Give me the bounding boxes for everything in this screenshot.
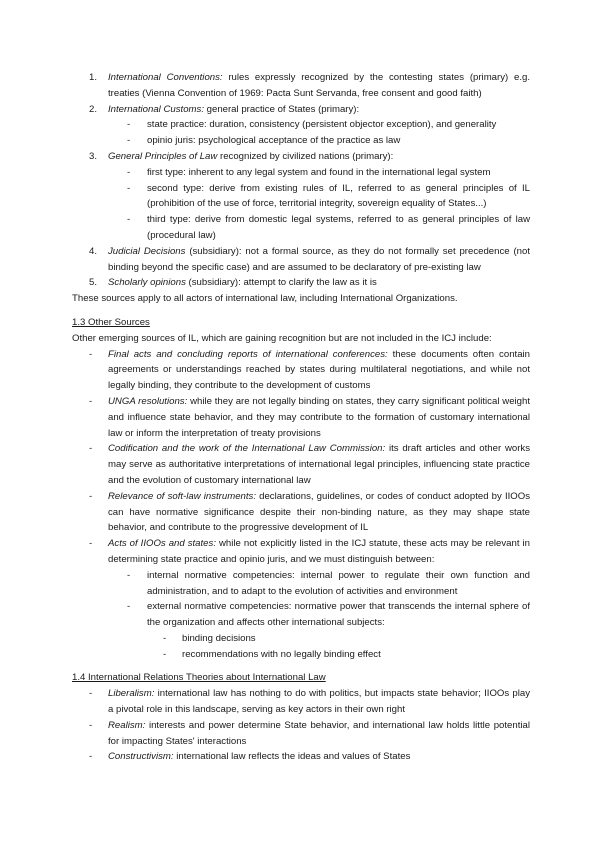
source-item-1: [72, 70, 530, 102]
dash-bullet: -: [89, 348, 93, 360]
dash-bullet: -: [127, 601, 131, 613]
spacer: [72, 307, 530, 315]
item-label: Relevance of soft-law instruments:: [108, 490, 257, 502]
sub-item-text: second type: derive from existing rules of IL, referred to as general principles of IL (prohibition of the use of force, territorial integrity, sovereign equality of States...): [147, 182, 530, 210]
item-label: Final acts and concluding reports of international conferences:: [108, 348, 388, 360]
section-heading: 1.4 International Relations Theories about International Law: [72, 672, 326, 684]
item-text: while they are not legally binding on states, they carry significant political weight and influence state behavior, and they may contribute to the formation of customary international law or inform the interpretation of treaty provisions: [108, 395, 530, 439]
sub-item-text: binding decisions: [182, 632, 256, 644]
dash-bullet: -: [127, 214, 131, 226]
list-item: [72, 536, 530, 568]
sources-list: [72, 70, 530, 291]
list-item: [72, 749, 530, 765]
item-text: interests and power determine State behavior, and international law holds little potential for impacting States' interactions: [108, 719, 530, 747]
item-text: these documents often contain agreements or understandings reached by states during multilateral negotiations, and while not legally binding, they contribute to the development of customs: [108, 348, 530, 392]
source-item-4: [72, 244, 530, 276]
spacer: [72, 662, 530, 670]
source-label: General Principles of Law: [108, 150, 218, 162]
item-text: declarations, guidelines, or codes of conduct adopted by IIOOs can have normative significance despite their non-binding nature, as they may shape state behavior, and contribute to the progressive development of IL: [108, 490, 530, 534]
list-number: 3.: [89, 150, 98, 162]
section-ir-theories: [72, 670, 530, 765]
section-heading: 1.3 Other Sources: [72, 316, 150, 328]
list-item: [72, 599, 530, 631]
dash-bullet: -: [127, 569, 131, 581]
list-item: [72, 489, 530, 536]
competency-text: internal normative competencies: internal power to regulate their own function and administration, and to adapt to the evolution of activities and environment: [147, 569, 530, 597]
list-item: [72, 347, 530, 394]
list-item: [72, 394, 530, 441]
sub-item-text: third type: derive from domestic legal systems, referred to as general principles of law (procedural law): [147, 214, 530, 241]
list-item: [72, 117, 530, 133]
list-item: [72, 686, 530, 718]
item-label: Liberalism:: [108, 688, 155, 700]
dash-bullet: -: [89, 719, 93, 731]
dash-bullet: -: [127, 182, 131, 194]
dash-bullet: -: [89, 538, 93, 550]
list-number: 1.: [89, 72, 98, 83]
section-intro: Other emerging sources of IL, which are gaining recognition but are not included in the ICJ include:: [72, 332, 492, 344]
list-item: [72, 631, 530, 647]
dash-bullet: -: [89, 490, 93, 502]
dash-bullet: -: [163, 648, 167, 660]
source-item-5: [72, 275, 530, 291]
dash-bullet: -: [127, 119, 131, 131]
dash-bullet: -: [127, 166, 131, 178]
list-item: [72, 165, 530, 181]
dash-bullet: -: [89, 688, 93, 700]
dash-bullet: -: [89, 395, 93, 407]
item-label: Codification and the work of the International Law Commission:: [108, 443, 386, 455]
item-text: international law reflects the ideas and values of States: [173, 751, 411, 763]
source-text: rules expressly recognized by the contesting states (primary) e.g. treaties (Vienna Convention of 1969: Pacta Sunt Servanda, free consent and good faith): [108, 72, 530, 99]
section-other-sources: [72, 315, 530, 663]
item-label: Acts of IIOOs and states:: [108, 538, 216, 550]
sources-note: These sources apply to all actors of international law, including International Organizations.: [72, 293, 458, 305]
sub-item-text: first type: inherent to any legal system and found in the international legal system: [147, 166, 491, 178]
list-item: [72, 441, 530, 488]
source-text: general practice of States (primary):: [203, 103, 360, 115]
dash-bullet: -: [163, 632, 167, 644]
sub-item-text: state practice: duration, consistency (persistent objector exception), and generality: [147, 119, 497, 131]
item-label: Constructivism:: [108, 751, 174, 763]
list-item: [72, 647, 530, 663]
dash-bullet: -: [127, 135, 131, 147]
source-text: (subsidiary): attempt to clarify the law as it is: [185, 277, 377, 289]
list-item: [72, 133, 530, 149]
dash-bullet: -: [89, 443, 93, 455]
source-label: International Conventions:: [108, 72, 223, 83]
source-text: (subsidiary): not a formal source, as they do not formally set precedence (not binding beyond the specific case) and are assumed to be declaratory of pre-existing law: [108, 245, 530, 273]
competency-text: external normative competencies: normative power that transcends the internal sphere of the organization and affects other international subjects:: [147, 601, 530, 629]
source-text: recognized by civilized nations (primary):: [217, 150, 394, 162]
item-label: UNGA resolutions:: [108, 395, 188, 407]
item-text: while not explicitly listed in the ICJ statute, these acts may be relevant in determining state practice and opinio juris, and we must distinguish between:: [108, 538, 530, 565]
list-number: 5.: [89, 277, 98, 289]
source-label: Judicial Decisions: [108, 245, 186, 257]
source-label: Scholarly opinions: [108, 277, 186, 289]
list-item: [72, 568, 530, 600]
sub-item-text: opinio juris: psychological acceptance of the practice as law: [147, 135, 401, 147]
list-number: 2.: [89, 103, 98, 115]
dash-bullet: -: [89, 751, 93, 763]
list-number: 4.: [89, 245, 98, 257]
source-label: International Customs:: [108, 103, 204, 115]
list-item: [72, 181, 530, 213]
sub-item-text: recommendations with no legally binding effect: [182, 648, 381, 660]
source-item-3: [72, 149, 530, 165]
item-label: Realism:: [108, 719, 146, 731]
list-item: [72, 212, 530, 244]
list-item: [72, 718, 530, 750]
source-item-2: [72, 102, 530, 118]
item-text: international law has nothing to do with politics, but impacts state behavior; IIOOs play a pivotal role in this landscape, serving as key actors in their own right: [108, 688, 530, 716]
item-text: its draft articles and other works may serve as authoritative interpretations of international legal principles, influencing state practice and the evolution of customary international law: [108, 443, 530, 486]
